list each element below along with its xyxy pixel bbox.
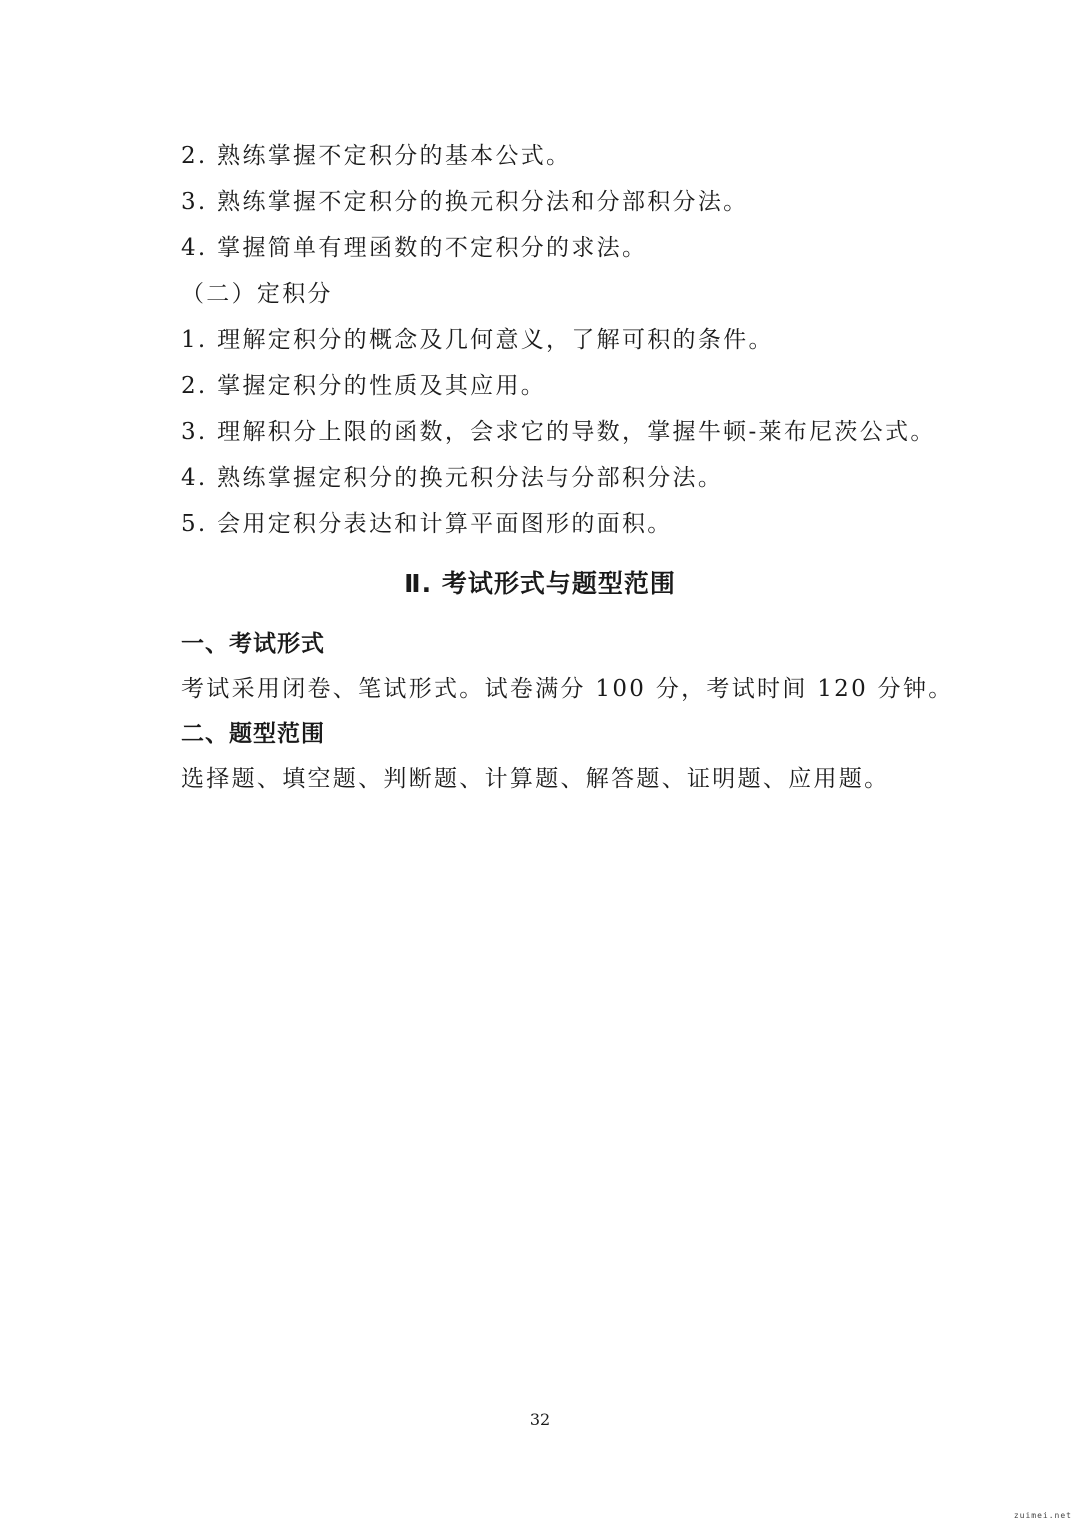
indefinite-integral-item-4: 4. 掌握简单有理函数的不定积分的求法。	[181, 235, 648, 261]
indefinite-integral-item-3: 3. 熟练掌握不定积分的换元积分法和分部积分法。	[181, 189, 749, 215]
exam-format-heading: 一、考试形式	[181, 631, 325, 657]
definite-integral-item-5: 5. 会用定积分表达和计算平面图形的面积。	[181, 511, 673, 537]
definite-integral-heading: （二）定积分	[181, 281, 333, 307]
definite-integral-item-3: 3. 理解积分上限的函数，会求它的导数，掌握牛顿-莱布尼茨公式。	[181, 419, 936, 445]
question-types-heading: 二、题型范围	[181, 721, 325, 747]
exam-format-text: 考试采用闭卷、笔试形式。试卷满分 100 分，考试时间 120 分钟。	[181, 676, 954, 702]
page-number: 32	[529, 1410, 551, 1429]
definite-integral-item-4: 4. 熟练掌握定积分的换元积分法与分部积分法。	[181, 465, 724, 491]
indefinite-integral-item-2: 2. 熟练掌握不定积分的基本公式。	[181, 143, 572, 169]
question-types-text: 选择题、填空题、判断题、计算题、解答题、证明题、应用题。	[181, 766, 890, 792]
watermark-text: zuimei.net	[1013, 1511, 1072, 1520]
section-two-title: Ⅱ. 考试形式与题型范围	[404, 569, 676, 598]
definite-integral-item-1: 1. 理解定积分的概念及几何意义，了解可积的条件。	[181, 327, 774, 353]
definite-integral-item-2: 2. 掌握定积分的性质及其应用。	[181, 373, 547, 399]
